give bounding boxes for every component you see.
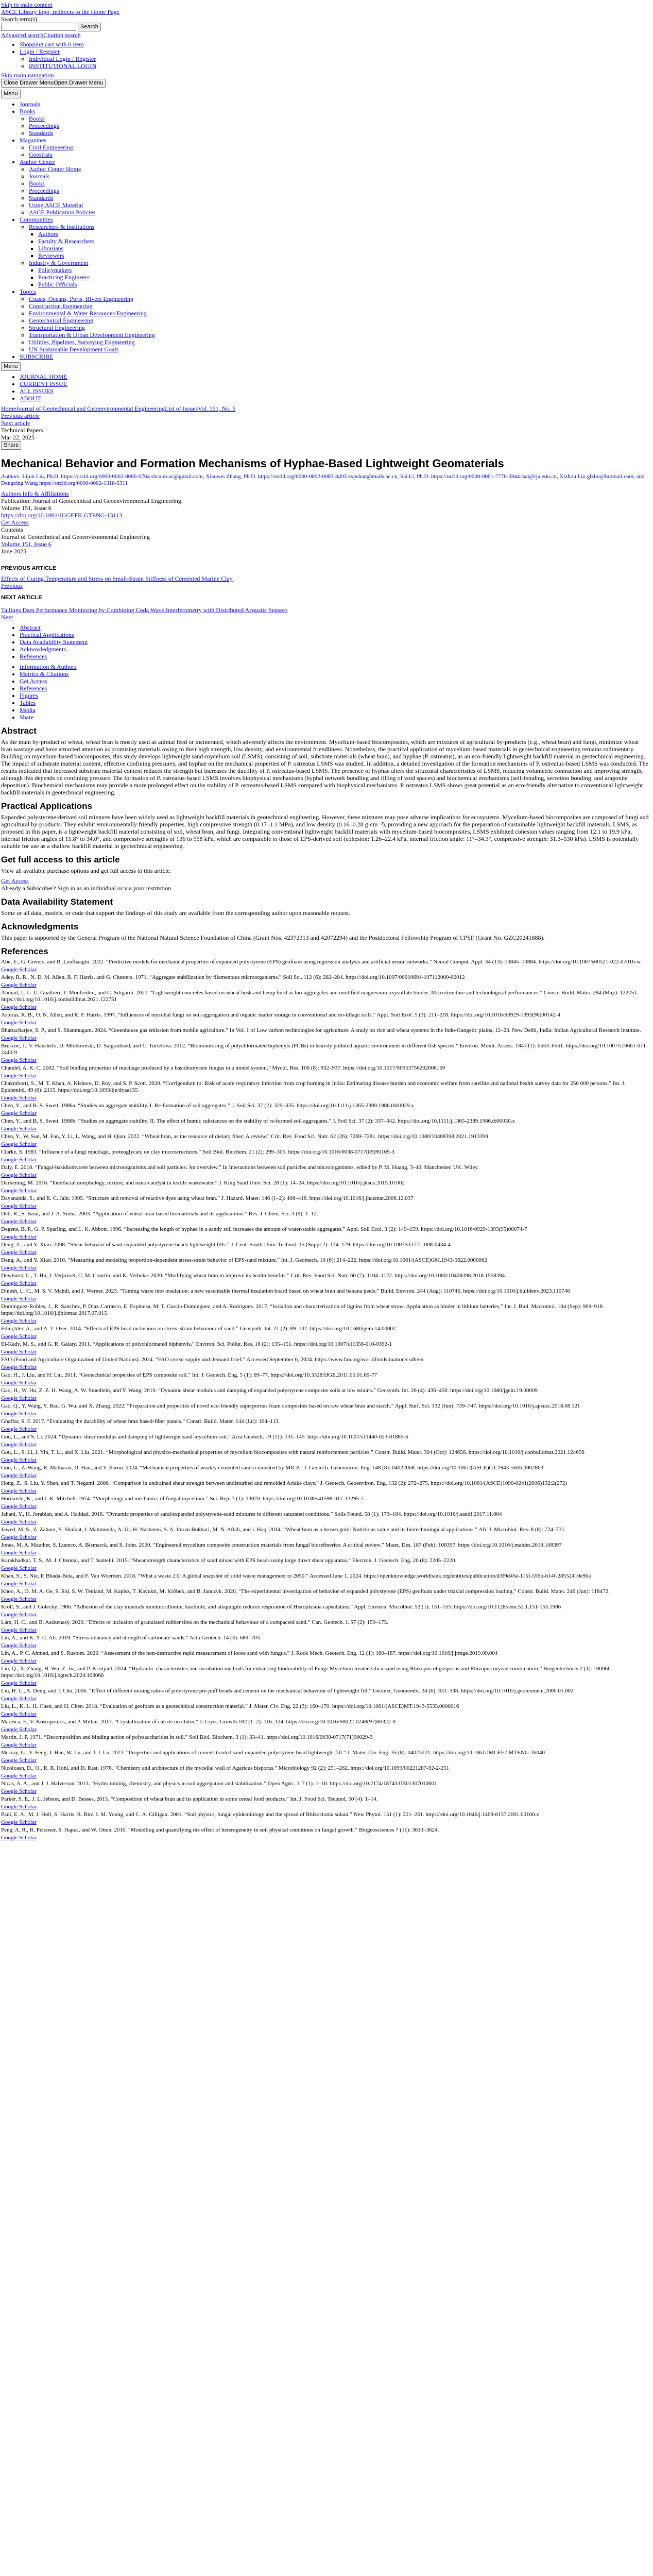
access-heading: Get full access to this article [1,855,120,865]
google-scholar-link[interactable]: Google Scholar [1,1141,37,1147]
google-scholar-link[interactable]: Google Scholar [1,1581,37,1587]
google-scholar-link[interactable]: Google Scholar [1,1742,37,1748]
article-tools [1,663,650,721]
volume-issue-link[interactable]: Volume 151, Issue 6 [1,540,51,548]
reference-item: Chen, Y., and B. S. Swett. 1986b. “Studies on aggregate stability. II. The effect of humic substances on the stability of re-formed soil aggregates.” J. Soil Sci. 37 (2): 337–342. https://doi.org/10.1111/j.1365-2389.1986.tb00030.x [1,1118,515,1124]
toc-practical[interactable]: Practical Applications [20,631,74,638]
journal-menu-button[interactable]: Menu [1,362,21,371]
nav-industry[interactable]: Industry & Government [29,259,89,266]
next-article-title[interactable]: Tailings Dam Performance Monitoring by Combining Coda Wave Interferometry with Distributed Acoustic Sensors [1,606,288,614]
reference-item: Peng, A. R., R. Pelcoser, S. Hapca, and W. Otten. 2010. “Modelling and quantifying the effect of heterogeneity in soil physical conditions on fungal growth.” Biogeosciences 7 (11): 3613–3624. [1,1827,439,1833]
skip-to-content-link[interactable]: Skip to main content [1,1,53,8]
contents-label: Contents [1,526,23,533]
nav-researchers-librarians[interactable]: Librarians [38,245,64,252]
reference-item: Chakraborti, S., M. T. Khan, A. Kishore, D. Roy, and S. P. Scott. 2020. “Corrigendum to: Risk of acute respiratory infection from crop burning in India: Estimating disease burden and economic welfare from satellite and national health survey data for 250 000 persons.” Int. J. Epidemiol. 49 (6): 2115. https://doi.org/10.1093/ije/dyaa155 [1,1080,626,1093]
google-scholar-link[interactable]: Google Scholar [1,1073,37,1079]
reference-item: Mccray, G., Y. Feng, J. Han, W. Lu, and J. J. Lu. 2023. “Properties and applications of cement-treated sand-expanded polystyrene bead lightweight fill.” J. Mater. Civ. Eng. 35 (8): 04023221. https://doi.org/10.1061/JMCEE7.MTENG-16040 [1,1750,545,1756]
login-item [20,48,650,70]
tool-references[interactable]: References [20,685,47,692]
google-scholar-link[interactable]: Google Scholar [1,1757,37,1764]
reference-item: Gao, H., J. Liu, and H. Liu. 2011. “Geotechnical properties of EPS composite soil.” Int. J. Geotech. Eng. 5 (1): 69–77. https://doi.org/10.3328/IJGE.2011.05.01.69-77 [1,1372,377,1378]
reference-item: Gou, L., and S. Li. 2024. “Dynamic shear modulus and damping of lightweight sand-mycelium soil.” Acta Geotech. 19 (11): 131–145. https://doi.org/10.1007/s11440-023-01885-6 [1,1434,408,1440]
share-button[interactable]: Share [1,441,21,450]
nav-industry-engineers[interactable]: Practicing Engineers [38,274,90,281]
google-scholar-link[interactable]: Google Scholar [1,1203,37,1209]
advanced-search-link[interactable]: Advanced searchCitation search [1,31,81,39]
google-scholar-link[interactable]: Google Scholar [1,1726,37,1733]
google-scholar-link[interactable]: Google Scholar [1,1020,37,1026]
reference-item: Aspiras, R. B., O. N. Allen, and R. F. Harris. 1997. “Influences of mycelial fungi on soil aggregation and organic matter storage in conventional and no-tillage soils.” Appl. Soil Ecol. 5 (3): 211–218. https://doi.org/10.1016/S0929-1393(96)00142-4 [1,1012,560,1018]
google-scholar-link[interactable]: Google Scholar [1,1696,37,1702]
shopping-cart-link[interactable]: Shopping cart with 0 item [20,41,84,48]
breadcrumb[interactable]: HomeJournal of Geotechnical and Geoenvironmental EngineeringList of IssuesVol. 151, No. 6 [1,405,236,412]
author-list[interactable]: Authors: Lijun Liu, Ph.D. https://orcid.org/0000-0002-8686-0764 shca.m.ac@gmail.com, Xiaowei Zhang, Ph.D. https://orcid.org/0000-0002-0083-4493 zxpshan@mails.ac.cn, Sai Li, Ph.D. https://orcid.org/0000-0001-7776-5944 tsai@tju.edu.cn, Xizhou Liu glzliu@hotmail.com, and Dengxing Wang https://orcid.org/0000-0002-1318-5311 [1,473,645,486]
reference-item: Deng, A., and Y. Xiao. 2008. “Shear behavior of sand-expanded polystyrene beads lightweight fills.” J. Cent. South Univ. Technol. 15 (Suppl 2): 174–179. https://doi.org/10.1007/s11771-008-0434-4 [1,1242,451,1248]
reference-item: Clarke, S. 1983. “Influence of a fungi mucilage, proteoglycan, on clay microstructures.” Soil Biol. Biochem. 21 (2): 299–305. https://doi.org/10.1016/0038-0717(89)90109-3 [1,1149,394,1155]
nav-author-books[interactable]: Books [29,180,45,187]
reference-item: Dominguez-Robles, J., R. Sanchez, P. Diaz-Carrasco, E. Espinosa, M. T. Garcia-Dominguez, and A. Rodriguez. 2017. “Isolation and characterization of lignins from wheat straw: Application as binder in lithium batteries.” Int. J. Biol. Macromol. 104 (Sep): 909–918. https://doi.org/10.1016/j.ijbiomac.2017.07.015 [1,1303,604,1316]
reference-item: Gao, H., W. Hu, Z. Z. H. Wang, A. W. Stuedlein, and Y. Wang. 2019. “Dynamic shear modulus and damping of expanded polystyrene composite soils at low strains.” Geosynth. Int. 26 (4): 436–450. https://doi.org/10.1680/jgein.19.00009 [1,1387,538,1394]
reference-item: Gou, L., Z. Wang, R. Matharav, D. Han, and Y. Kwon. 2024. “Mechanical properties of weakly cemented sands cemented by MICP.” J. Geotech. Geoenviron. Eng. 148 (8): 04022068. https://doi.org/10.1061/(ASCE)GT.1943-5606.0002863 [1,1465,543,1471]
reference-item: Khan, S., S. Nie, P. Bhada-Bela, and F. Van Woerden. 2018. “What a waste 2.0: A global snapshot of solid waste management to 2050.” Accessed June 1, 2024. https://openknowledge.worldbank.org/entities/publication/d3f9d45e-115f-559b-b14f-28552410e90a [1,1573,591,1579]
nav-researchers[interactable]: Researchers & Institutions [29,223,95,230]
tool-media[interactable]: Media [20,706,36,714]
reference-item: Deng, A., and Y. Xiao. 2010. “Measuring and modeling proportion-dependent stress-strain behavior of EPS-sand mixture.” Int. J. Geomech. 10 (6): 214–222. https://doi.org/10.1061/(ASCE)GM.1943-5622.0000062 [1,1257,487,1263]
abstract-text: As the main by-product of wheat, wheat bran is mostly used as animal feed or incinerated, which adversely affects the environment. Mycelium-based biocomposites, which are mixtures of agricultural by-products (e.g., wheat bran) and fungi, minimize wheat bran wastage and have attracted attention as promising materials owing to their high strength, low density, and environmental friendliness. Nonetheless, the practical application of mycelium-based materials in geotechnical engineering remains rudimentary. Building on mycelium-based biocomposites, this study develops lightweight sand-mycelium soil (LSMS), consisting of soil, substrate materials (wheat bran), and hyphae (P. ostreatus), as an eco-friendly lightweight backfill material in geotechnical engineering. The impact of substrate material content, effective confining pressures, and hyphae on the mechanical properties of P. ostreatus LSMS was studied. In addition, a detailed investigation of the formation mechanisms of P. ostreatus-based LSMS was conducted. The results indicated that increased substrate material content reduces the strength but increases the ductility of P. ostreatus-based LSMS. The presence of hyphae alters the structural characteristics of LSMS, reducing volumetric contraction and improving strength, although this depends on confining pressure. The formation of P. ostreatus-based LSMS involves biophysical mechanisms (hyphal network bundling and filling of void spaces) and biochemical mechanisms (self-bonding, secretion bonding, and aragonite deposition). Biochemical mechanisms may provide a more prolonged effect on the stability of P. ostreatus-based LSMS compared with biophysical mechanisms. P. ostreatus LSMS shows great potential as an eco-friendly alternative to conventional lightweight backfill materials in geotechnical engineering. [1,738,648,796]
google-scholar-link[interactable]: Google Scholar [1,1234,37,1240]
toc-acknowledgments[interactable]: Acknowledgments [20,646,66,653]
page-root [1,1,650,1842]
google-scholar-link[interactable]: Google Scholar [1,1318,37,1324]
nav-author-standards[interactable]: Standards [29,194,54,201]
volume-line: Volume 151, Issue 6 [1,504,51,512]
nav-books-proceedings[interactable]: Proceedings [29,122,59,129]
google-scholar-link[interactable]: Google Scholar [1,1218,37,1225]
data-availability-heading: Data Availability Statement [1,897,113,907]
google-scholar-link[interactable]: Google Scholar [1,1426,37,1432]
journal-home-link[interactable]: JOURNAL HOME [20,373,67,380]
nav-author-policies[interactable]: ASCE Publication Policies [29,209,96,216]
nav-topic-structural[interactable]: Structural Engineering [29,324,85,331]
reference-item: Chen, Y., and B. S. Swett. 1986a. “Studies on aggregate stability. I. Re-formation of soil aggregates.” J. Soil Sci. 37 (2): 329–335. https://doi.org/10.1111/j.1365-2389.1986.tb00029.x [1,1103,414,1109]
reference-item: Chen, Y., W. Sun, M. Fan, Y. Li, L. Wang, and H. Qian. 2022. “Wheat bran, as the resource of dietary fiber: A review.” Crit. Rev. Food Sci. Nutr. 62 (26): 7269–7281. https://doi.org/10.1080/10408398.2021.1913399 [1,1133,488,1140]
reference-item: Lin, A., P. C. Ahmed, and S. Rustom. 2020. “Assessment of the non-destructive rapid measurement of loose sand with fungus.” J. Rock Mech. Geotech. Eng. 12 (1): 160–187. https://doi.org/10.1016/j.jrmge.2019.09.004 [1,1650,498,1656]
google-scholar-link[interactable]: Google Scholar [1,1265,37,1271]
google-scholar-link[interactable]: Google Scholar [1,1057,37,1063]
google-scholar-link[interactable]: Google Scholar [1,1503,37,1510]
reference-item: Abe, E., G. Govers, and B. Lenfhaagtn. 2022. “Predictive models for mechanical properties of expanded polystyrene (EPS) geofoam using regression analysis and artificial neural networks.” Neural Comput. Appl. 34 (13): 10845–10884. https://doi.org/10.1007/s00521-022-07016-w [1,959,641,965]
already-subscriber: Already a Subscriber? Sign in as an individual or via your institution [1,885,171,892]
nav-researchers-reviewers[interactable]: Reviewers [38,252,64,259]
tool-share[interactable]: Share [20,714,34,721]
all-issues-link[interactable]: ALL ISSUES [20,387,54,395]
next-link[interactable]: Next [1,614,13,621]
access-get-access-link[interactable]: Get Access [1,877,29,885]
data-availability-text: Some or all data, models, or code that support the findings of this study are available from the corresponding author upon reasonable request. [1,909,351,917]
current-issue-link[interactable]: CURRENT ISSUE [20,380,67,387]
institutional-login-link[interactable]: INSTITUTIONAL LOGIN [29,62,97,70]
nav-communities[interactable]: Communities [20,216,53,223]
reference-item: Kroll, S., and J. Golecky. 1986. “Adhesion of the clay minerals montmorillonite, kaolinite, and attapulgite reduces respiration of Histoplasma capsulatum.” Appl. Environ. Microbiol. 52 (1): 151–155. https://doi.org/10.1128/aem.52.1.151-155.1986 [1,1604,561,1610]
google-scholar-link[interactable]: Google Scholar [1,1565,37,1571]
publication-line: Publication: Journal of Geotechnical and Geoenvironmental Engineering [1,497,181,504]
reference-item: Chandel, A. K. C. 2002. “Soil binding properties of mucilage produced by a basidiomycete fungus in a model system.” Mycol. Res. 106 (8): 932–937. https://doi.org/10.1017/S0953756202006159 [1,1065,445,1071]
tool-metrics[interactable]: Metrics & Citations [20,670,69,677]
nav-topics[interactable]: Topics [20,288,36,295]
reference-item: Liu, L., K. L. H. Chen, and H. Chen. 2018. “Evaluation of geofoam as a geotechnical construction material.” J. Mater. Civ. Eng. 22 (3): 160–170. https://doi.org/10.1061/(ASCE)MT.1943-5533.0000016 [1,1703,459,1709]
main-nav [1,100,650,360]
about-link[interactable]: ABOUT [20,395,41,402]
article-date: Mar 22, 2025 [1,434,35,441]
previous-link[interactable]: Previous [1,582,23,589]
next-article-label: NEXT ARTICLE [1,595,42,601]
article-toc [1,624,650,660]
nav-topic-utilities[interactable]: Utilities, Pipelines, Surveying Engineering [29,338,135,346]
google-scholar-link[interactable]: Google Scholar [1,1804,37,1810]
google-scholar-link[interactable]: Google Scholar [1,1658,37,1664]
reference-item: Lin, A., and K. Y. C. Ali. 2019. “Stress-dilatancy and strength of carbonate sands.” Acta Geotech. 14 (3): 689–703. [1,1635,261,1641]
nav-topic-geotechnical[interactable]: Geotechnical Engineering [29,317,93,324]
reference-item: Dinesh, L. C., M. S. V. Mahdi, and J. Werner. 2023. “Taming waste into insulation: a new sustainable thermal insulation board based on wheat bran and banana peels.” Build. Environ. 244 (Aug): 110746. https://doi.org/10.1016/j.buildenv.2023.110746 [1,1288,570,1294]
previous-article-title[interactable]: Effects of Curing Temperature and Stress on Small-Strain Stiffness of Cemented Marine Clay [1,575,233,582]
google-scholar-link[interactable]: Google Scholar [1,1612,37,1618]
nav-industry-officials[interactable]: Public Officials [38,281,77,288]
nav-author-home[interactable]: Author Center Home [29,165,81,173]
reference-item: Liu, H. L., A. Deng, and J. Chu. 2006. “Effect of different mixing ratios of polystyrene pre-puff beads and cement on the mechanical behaviour of lightweight fill.” Geotext. Geomembr. 24 (6): 331–338. https://doi.org/10.1016/j.geotexmem.2006.05.002 [1,1688,574,1694]
reference-item: Degens, B. P., G. P. Sparling, and L. K. Abbott. 1996. “Increasing the length of hyphae in a sandy soil increases the amount of water-stable aggregates.” Appl. Soil Ecol. 3 (2): 149–159. https://doi.org/10.1016/0929-1393(95)00074-7 [1,1226,527,1232]
google-scholar-link[interactable]: Google Scholar [1,1550,37,1556]
menu-button[interactable]: Menu [1,90,21,98]
reference-item: Khoo, A., O. M. A. Ge, S. Sid, S. W. Tenland, M. Kapisz, T. Kavukti, M. Kröbek, and B. Janczyk. 2020. “The experimental investigation of behavior of expanded polystyrene (EPS) geofoam under triaxial compression loading.” Constr. Build. Mater. 246 (Jun): 118472. [1,1588,610,1595]
tool-info-authors[interactable]: Information & Authors [20,663,77,670]
drawer-menu-button[interactable]: Close Drawer MenuOpen Drawer Menu [1,79,106,88]
google-scholar-link[interactable]: Google Scholar [1,1442,37,1448]
reference-item: Karakhadkar, T. S., M. J. Chennai, and T. Santelli. 2015. “Shear strength characteristics of sand mixed with EPS beads using large direct shear apparatus.” Electron. J. Geotech. Eng. 20 (8): 2205–2220. [1,1557,457,1564]
toc-references[interactable]: References [20,653,47,660]
reference-item: Horikoshi, K., and J. K. Mitchell. 1974. “Morphology and mechanics of fungal mycelium.” Sci. Rep. 7 (1): 13070. https://doi.org/10.1038/s41598-017-13295-2 [1,1496,364,1502]
google-scholar-link[interactable]: Google Scholar [1,1627,37,1633]
reference-item: Bhattacharjee, S. P., and S. Shanmugam. 2024. “Greenhouse gas emission from mobile agriculture.” In Vol. 1 of Low carbon technologies for agriculture: A study on rice and wheat systems in the Indo-Gangetic plains, 12–23. New Delhi, India: Indian Agricultural Research Institute. [1,1027,641,1033]
toc-abstract[interactable]: Abstract [20,624,41,631]
acknowledgments-text: This paper is supported by the General Program of the National Natural Science Foundation of China (Grant Nos. 42372313 and 42072294) and the Postdoctoral Fellowship Program of CPSF (Grant No. GZC20241888). [1,934,545,941]
nav-books-standards[interactable]: Standards [29,129,54,137]
google-scholar-link[interactable]: Google Scholar [1,1835,37,1841]
issue-date: June 2025 [1,548,26,555]
google-scholar-link[interactable]: Google Scholar [1,1349,37,1355]
nav-journals[interactable]: Journals [20,100,40,108]
nav-author-proceedings[interactable]: Proceedings [29,187,59,194]
reference-item: Gao, Q., Y. Wang, Y. Bao, G. Wu, and X. Zhang. 2022. “Preparation and properties of novel eco-friendly superporous foam composites based on raw wheat bran and starch.” Appl. Surf. Sci. 132 (Jun): 739–747. https://doi.org/10.1016/j.apsusc.2018.08.121 [1,1403,580,1409]
nav-topic-transportation[interactable]: Transportation & Urban Development Engineering [29,331,155,338]
nav-author-center[interactable]: Author Center [20,158,55,165]
journal-name: Journal of Geotechnical and Geoenvironmental Engineering [1,533,150,540]
reference-item: Dewhurst, L., T. Hu, J. Verjovsel, C. M. Courtin, and K. Verbeke. 2020. “Modifying wheat bran to improve its health benefits.” Crit. Rev. Food Sci. Nutr. 60 (7): 1104–1122. https://doi.org/10.1080/10408398.2018.1558394 [1,1273,505,1279]
reference-item: FAO (Food and Agriculture Organization of United Nations). 2024. “FAO cereal supply and demand brief.” Accessed September 6, 2024. https://www.fao.org/worldfoodsituation/csdb/en [1,1357,424,1363]
nav-author-journals[interactable]: Journals [29,173,49,180]
reference-item: Lam, H. C., and B. Aszkenasy. 2020. “Effects of inclusion of granulated rubber tires on the mechanical behaviour of a compacted sand.” Can. Geotech. J. 57 (2): 159–175. [1,1619,389,1625]
nav-books[interactable]: Books [20,108,36,115]
google-scholar-link[interactable]: Google Scholar [1,1457,37,1463]
previous-article-link[interactable]: Previous article [1,412,40,419]
reference-item: Edinçliler, A., and A. T. Ozer. 2014. “Effects of EPS bead inclusions on stress–strain behaviour of sand.” Geosynth. Int. 21 (2): 89–102. https://doi.org/10.1680/gein.14.00002 [1,1326,396,1332]
google-scholar-link[interactable]: Google Scholar [1,1095,37,1101]
tool-get-access[interactable]: Get Access [20,677,47,685]
google-scholar-link[interactable]: Google Scholar [1,1333,37,1340]
reference-item: Jawed, M. S., Z. Zahoor, S. Shafaat, I. Mahmooda, A. Ur, H. Nasheeni, S. A. Imran Bukhari, M. N. Aftab, and I. Haq. 2014. “Wheat bran as a brown gold: Nutritious value and its biotechnological applications.” Afr. J. Microbiol. Res. 8 (8): 724–731. [1,1527,566,1533]
google-scholar-link[interactable]: Google Scholar [1,1364,37,1370]
reference-item: Gou, L., S. Li, J. Yin, T. Li, and X. Liu. 2021. “Morphological and physico-mechanical properties of mycelium biocomposites with natural reinforcement particles.” Constr. Build. Mater. 304 (Oct): 124656. https://doi.org/10.1016/j.conbuildmat.2021.124656 [1,1449,585,1455]
nav-topic-un-sdg[interactable]: UN Sustainable Development Goals [29,346,119,353]
nav-researchers-faculty[interactable]: Faculty & Researchers [38,238,95,245]
google-scholar-link[interactable]: Google Scholar [1,1596,37,1602]
google-scholar-link[interactable]: Google Scholar [1,982,37,988]
reference-item: Jahani, Y., H. Jorabian, and A. Haddad. 2018. “Dynamic properties of sand/expanded polystyrene-sand mixtures in different saturated conditions.” Soils Found. 58 (1): 173–184. https://doi.org/10.1016/j.sandf.2017.11.004 [1,1511,502,1517]
shopping-cart-item [20,41,650,48]
nav-magazines-civil[interactable]: Civil Engineering [29,144,73,151]
practical-text: Expanded polystyrene-derived soil mixtures have been widely used as lightweight backfill materials in geotechnical engineering. However, these mixtures may pose adverse implications for ecosystems. Mycelium-based biocomposites are composed of fungi and agricultural by-products. They exhibit environmentally friendly properties, high compressive strength (0.17–1.1 MPa), and low density (0.16–0.28 g·cm⁻³), providing a new approach for the preparation of sustainable lightweight backfill materials. LSMS, as proposed in this paper, is a lightweight backfill material consisting of soil, wheat bran, and fungi. Integrating conventional lightweight backfill materials with mycelium-based biocomposites, LSMS exhibited cohesion values ranging from 12.1 to 19.9 kPa, internal friction angles of 15.8° to 34.0°, and compressive strengths of 136 to 558 kPa, which are comparable to those of EPS-derived soil (cohesion: 1.26–22.4 kPa, internal friction angle: 11°–34.3°, compressive strength: 31.3–530 kPa). LSMS is potentially suitable for use as a shallow backfill material in geotechnical engineering. [1,814,649,850]
google-scholar-link[interactable]: Google Scholar [1,1642,37,1649]
reference-item: Bruscoe, J., V. Hanshelo, D. Mlotkoreski, D. Salgoultsed, and C. Turlelova. 2012. “Biomonitoring of polychlorinated biphenyls (PCBs) in heavily polluted aquatic environment in different fish species.” Environ. Monit. Assess. 184 (11): 6553–6561. https://doi.org/10.1007/s10661-011-2440-9 [1,1043,648,1056]
google-scholar-link[interactable]: Google Scholar [1,1172,37,1178]
reference-item: Daly, E. 2018. “Fungal-basidiomycete between microorganisms and soil particles: An overview.” In Interactions between soil particles and microorganisms, edited by P. M. Huang, 3–40. Manchester, UK: Wiley. [1,1164,479,1171]
google-scholar-link[interactable]: Google Scholar [1,1157,37,1163]
acknowledgments-heading: Acknowledgments [1,922,79,931]
abstract-heading: Abstract [1,726,37,736]
reference-item: Nicas, A. A., and J. J. Halverson. 2013. “Hydro mining, chemistry, and physics in soil aggregation and stabilization.” Open Agric. J. 7 (1): 1–10. https://doi.org/10.2174/1874331501307010001 [1,1781,437,1787]
reference-item: Ahmad, J., L. U. Gualtieri, T. Monfredini, and C. Siligardi. 2021. “Lightweight concretes based on wheat husk and hemp hurd as bio-aggregates and modified magnesium oxysulfate binder: Microstructure and technological performances.” Constr. Build. Mater. 284 (May): 122751. https://doi.org/10.1016/j.conbuildmat.2021.122751 [1,990,639,1003]
reference-item: Jones, M. A. Mauther, S. Luenco, A. Bismarck, and S. John. 2020. “Engineered mycelium composite construction materials from fungal biorefineries: A critical review.” Mater. Des. 187 (Feb): 108397. https://doi.org/10.1016/j.matdes.2019.108397 [1,1542,562,1548]
nav-magazines-geostrata[interactable]: Geostrata [29,151,53,158]
nav-topic-construction[interactable]: Construction Engineering [29,302,93,310]
reference-item: Hong, Z., S. Liu, Y. Shen, and T. Negami. 2006. “Comparison in undrained shear strength between undisturbed and remolded Ariake clays.” J. Geotech. Geoenviron. Eng. 132 (2): 272–275. https://doi.org/10.1061/(ASCE)1090-0241(2006)132:2(272) [1,1480,568,1486]
get-access-link[interactable]: Get Access [1,519,29,526]
references-heading: References [1,946,48,956]
nav-topic-environmental[interactable]: Environmental & Water Resources Engineering [29,310,147,317]
reference-item: Martin, J. P. 1971. “Decomposition and binding action of polysaccharides in soil.” Soil Biol. Biochem. 3 (1): 33–41. https://doi.org/10.1016/0038-0717(71)90029-3 [1,1734,373,1740]
google-scholar-link[interactable]: Google Scholar [1,1249,37,1256]
nav-topic-coasts[interactable]: Coasts, Oceans, Ports, Rivers Engineering [29,295,133,302]
article-title: Mechanical Behavior and Formation Mechanisms of Hyphae-Based Lightweight Geomaterials [1,457,504,470]
authors-info-link[interactable]: Authors Info & Affiliations [1,490,69,497]
google-scholar-link[interactable]: Google Scholar [1,967,37,973]
reference-item: Dayananda, S., and R. C. Jain. 1995. “Structure and removal of reactive dyes using wheat bran.” J. Hazard. Mater. 146 (1–2): 408–416. https://doi.org/10.1016/j.jhazmat.2006.12.037 [1,1195,414,1201]
nav-books-books[interactable]: Books [29,115,45,122]
nav-author-using-material[interactable]: Using ASCE Material [29,201,83,209]
nav-subscribe[interactable]: SUBSCRIBE [20,353,54,360]
nav-researchers-authors[interactable]: Authors [38,230,58,238]
google-scholar-link[interactable]: Google Scholar [1,1680,37,1686]
google-scholar-link[interactable]: Google Scholar [1,1004,37,1010]
search-input[interactable] [1,23,76,31]
google-scholar-link[interactable]: Google Scholar [1,1819,37,1825]
reference-item: Ghaffar, S. F. 2017. “Evaluating the durability of wheat bran based-fiber panels.” Constr. Build. Mater. 144 (Jul): 104–113. [1,1418,280,1425]
asce-library-logo-link[interactable]: ASCE Library logo, redirects to the Home Page [1,8,119,15]
google-scholar-link[interactable]: Google Scholar [1,1126,37,1132]
google-scholar-link[interactable]: Google Scholar [1,1773,37,1779]
practical-heading: Practical Applications [1,801,92,811]
google-scholar-link[interactable]: Google Scholar [1,1472,37,1479]
skip-navigation-link[interactable]: Skip main navigation [1,72,54,79]
reference-item: Darkening, M. 2016. “Interfacial morphology, texture, and nano-catalyst in textile wastewater.” J. King Saud Univ. Sci. 28 (1): 14–24. https://doi.org/10.1016/j.jksus.2015.10.002 [1,1180,405,1186]
reference-item: El-Kady, M. S., and G. R. Galaty. 2011. “Applications of polychlorinated biphenyls.” Environ. Sci. Pollut. Res. 18 (2): 135–151. https://doi.org/10.1007/s11356-010-0392-1 [1,1341,392,1347]
doi-link[interactable]: https://doi.org/10.1061/JGGEFK.GTENG-13113 [1,512,123,519]
reference-item: Maresca, F., V. Kostopoulos, and P. Millan. 2017. “Crystallization of calcite on chitin.” J. Cryst. Growth 182 (1–2): 116–124. https://doi.org/10.1016/S0022-0248(97)00322-0 [1,1719,396,1725]
article-type: Technical Papers [1,427,43,434]
tool-figures[interactable]: Figures [20,692,38,699]
google-scholar-link[interactable]: Google Scholar [1,1788,37,1794]
google-scholar-link[interactable]: Google Scholar [1,1110,37,1116]
journal-nav [1,373,650,402]
google-scholar-link[interactable]: Google Scholar [1,1711,37,1717]
nav-magazines[interactable]: Magazines [20,137,46,144]
reference-item: Liu, Q., X. Zhang, H. Wu, Z. Jia, and P. Kristjanl. 2024. “Hydraulic characteristics and incubation methods for enhancing biodurability of Fungi-Mycelium treated silica sand using Rhizopus oligosporus and Rhizopus oryzae combination.” Biogeotechnics 2 (1): 100066. https://doi.org/10.1016/j.bgtech.2024.100066 [1,1666,612,1679]
google-scholar-link[interactable]: Google Scholar [1,1380,37,1386]
next-article-link[interactable]: Next article [1,419,30,427]
google-scholar-link[interactable]: Google Scholar [1,1411,37,1417]
reference-item: Deb, R., S. Basu, and J. A. Sinha. 2003. “Application of wheat bran based biomaterials and its applications.” Res. J. Chem. Sci. 3 (9): 1–12. [1,1211,318,1217]
search-button[interactable]: Search [78,23,101,31]
reference-item: Parker, S. E., J. L. Jebson, and D. Besses. 2015. “Composition of wheat bran and its application in some cereal food products.” Int. J. Food Sci. Technol. 50 (4): 1–14. [1,1796,378,1802]
google-scholar-link[interactable]: Google Scholar [1,1280,37,1286]
google-scholar-link[interactable]: Google Scholar [1,1035,37,1041]
google-scholar-link[interactable]: Google Scholar [1,1519,37,1525]
search-label: Search term(s) [1,15,38,23]
login-register-link[interactable]: Login / Register [20,48,60,55]
google-scholar-link[interactable]: Google Scholar [1,1296,37,1302]
reference-item: Nicoloasn, D., O., R. R. Hohl, and D. Rast. 1976. “Chemistry and architecture of the mycelial wall of Agaricus bisporus.” Microbiology 92 (2): 251–262. https://doi.org/10.1099/00221287-92-2-251 [1,1765,450,1771]
google-scholar-link[interactable]: Google Scholar [1,1488,37,1494]
google-scholar-link[interactable]: Google Scholar [1,1534,37,1540]
toc-data-availability[interactable]: Data Availability Statement [20,638,88,646]
nav-industry-policymakers[interactable]: Policymakers [38,266,72,274]
reference-item: Adey, R. R., N. D. M. Allen, R. F. Harris, and G. Chesters. 1971. “Aggregate stabilization by filamentous microorganisms.” Soil Sci. 112 (6): 282–284. https://doi.org/10.1097/00010694-197112000-00012 [1,974,465,980]
tool-tables[interactable]: Tables [20,699,36,706]
access-text: View all available purchase options and get full access to this article. [1,867,171,874]
individual-login-link[interactable]: Individual Login / Register [29,55,96,62]
google-scholar-link[interactable]: Google Scholar [1,1188,37,1194]
google-scholar-link[interactable]: Google Scholar [1,1395,37,1401]
previous-article-label: PREVIOUS ARTICLE [1,565,57,571]
reference-list [1,959,650,1841]
reference-item: Paul, E. A., M. J. Holt, S. Harris, R. Ritz, I. M. Young, and C. A. Gilligan. 2001. “Soil physics, fungal epidemiology and the spread of Rhizoctonia solani.” New Phytol. 151 (1): 221–231. https://doi.org/10.1046/j.1469-8137.2001.00160.x [1,1811,539,1818]
